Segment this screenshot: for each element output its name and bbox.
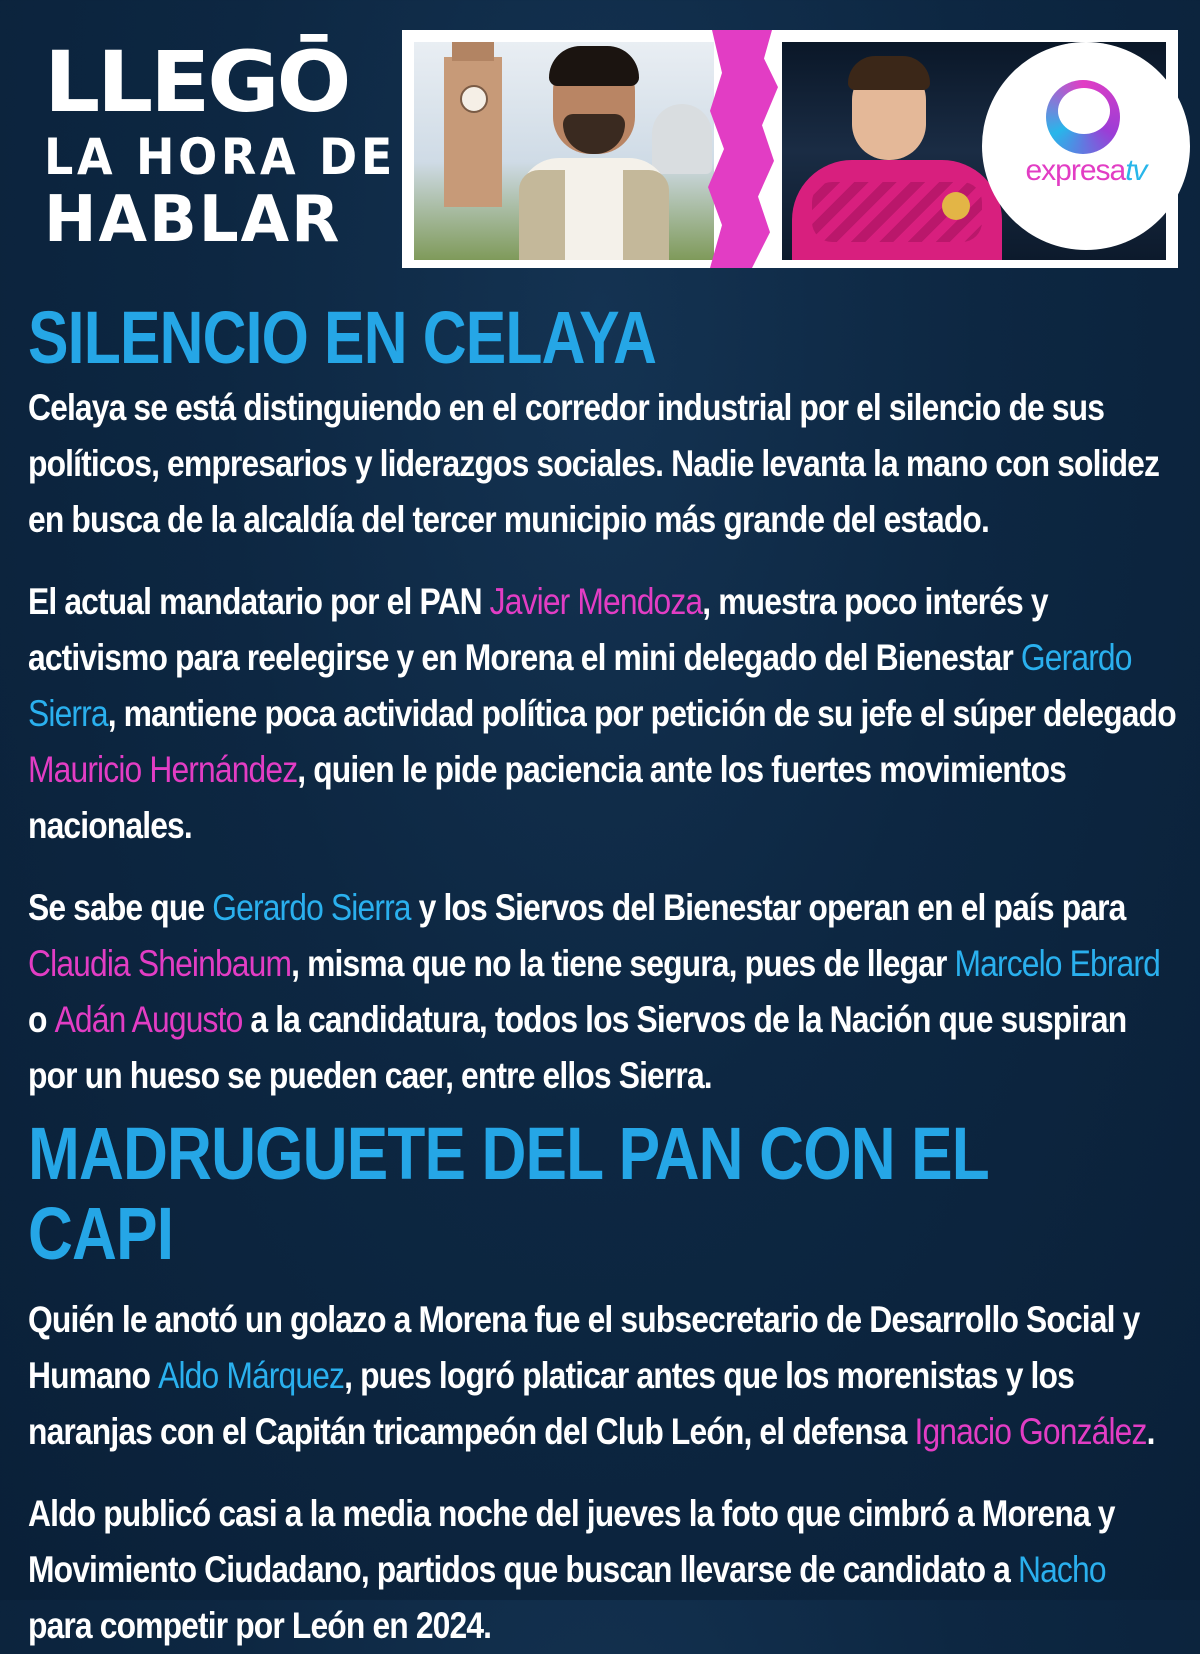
brand-logo: [44, 33, 396, 257]
brand-line-2: LA HORA DE: [44, 128, 396, 186]
expresatv-swirl-icon: [1046, 80, 1120, 154]
clock-icon: [460, 85, 488, 113]
paragraph: Se sabe que Gerardo Sierra y los Siervos del Bienestar operan en el país para Claudia Sheinbaum, misma que no la tiene segura, pues de llegar Marcelo Ebrard o Adán Augusto a la candidatura, todos los Siervos de la Nación que suspiran por un hueso se pueden caer, entre ellos Sierra.: [28, 887, 1160, 1096]
section-heading-2: MADRUGUETE DEL PAN CON EL CAPI: [28, 1112, 988, 1275]
name-highlight: Gerardo Sierra: [212, 887, 411, 928]
name-highlight: Javier Mendoza: [489, 581, 703, 622]
name-highlight: Gerardo Sierra: [28, 637, 1132, 734]
person-portrait-left: [519, 50, 669, 260]
name-highlight: Mauricio Hernández: [28, 749, 298, 790]
header: [0, 0, 1200, 275]
expresatv-logo: [982, 42, 1190, 250]
medal-icon: [942, 192, 970, 220]
paragraph: El actual mandatario por el PAN Javier Mendoza, muestra poco interés y activismo para reelegirse y en Morena el mini delegado del Bienestar Gerardo Sierra, mantiene poca actividad política por petición de su jefe el súper delegado Mauricio Hernández, quien le pide paciencia ante los fuertes movimientos nacionales.: [28, 581, 1176, 846]
paragraph: Aldo publicó casi a la media noche del jueves la foto que cimbró a Morena y Movimiento Ciudadano, partidos que buscan llevarse de candidato a Nacho para competir por León en 2024.: [28, 1493, 1115, 1646]
name-highlight: Aldo Márquez: [158, 1355, 345, 1396]
name-highlight: Claudia Sheinbaum: [28, 943, 292, 984]
photo-official: [414, 42, 714, 260]
brand-line-3: HABLAR: [44, 183, 342, 257]
paragraph: Celaya se está distinguiendo en el corredor industrial por el silencio de sus políticos, empresarios y liderazgos sociales. Nadie levanta la mano con solidez en busca de la alcaldía del tercer municipio más grande del estado.: [28, 387, 1160, 540]
article-body: [28, 296, 1178, 1654]
church-tower-image: [444, 57, 502, 207]
name-highlight: Nacho: [1017, 1549, 1106, 1590]
logo-text: expresatv: [1025, 154, 1147, 187]
name-highlight: Adán Augusto: [54, 999, 243, 1040]
brand-line-1: LLEGŌ: [44, 33, 349, 131]
paragraph: Quién le anotó un golazo a Morena fue el subsecretario de Desarrollo Social y Humano Aldo Márquez, pues logró platicar antes que los morenistas y los naranjas con el Capitán tricampeón del Club León, el defensa Ignacio González.: [28, 1299, 1155, 1452]
name-highlight: Marcelo Ebrard: [954, 943, 1160, 984]
section-heading-1: SILENCIO EN CELAYA: [28, 296, 657, 379]
name-highlight: Ignacio González: [914, 1411, 1147, 1452]
